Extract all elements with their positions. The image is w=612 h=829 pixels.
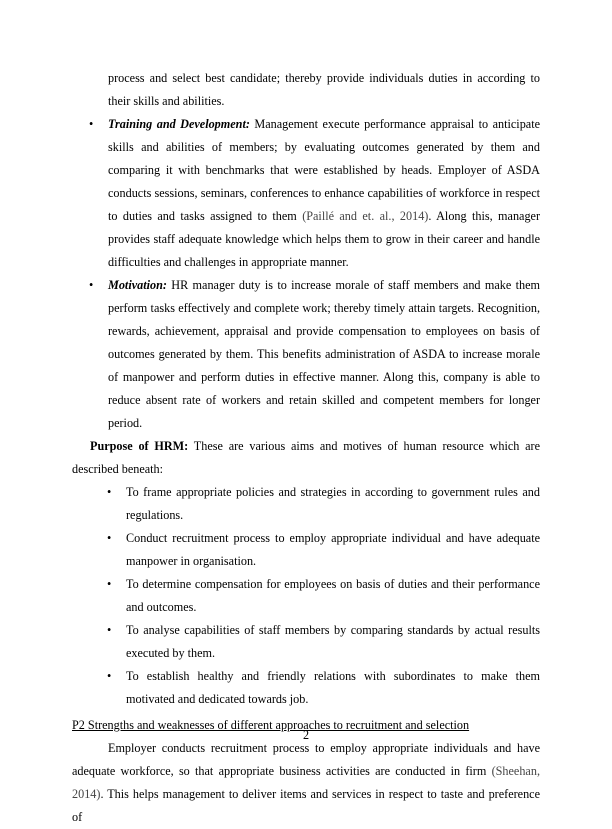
bullet-icon: • [89, 278, 94, 292]
list-item [72, 527, 540, 573]
list-item [72, 619, 540, 665]
list-item [72, 665, 540, 711]
body-text: Employer conducts recruitment process to employ appropriate individuals and have adequate workforce, so that appropriate business activities are conducted in firm [72, 741, 540, 778]
list-item-motivation [72, 274, 540, 435]
purpose-text: These are various aims and motives of human resource which are described beneath: [72, 439, 540, 476]
purpose-paragraph [72, 435, 540, 481]
list-item-training [72, 113, 540, 274]
purpose-label: Purpose of HRM: [90, 439, 189, 453]
body-text-after: . This helps management to deliver items and services in respect to taste and preference of [72, 787, 540, 824]
list-item-text: To establish healthy and friendly relations with subordinates to make them motivated and dedicated towards job. [126, 669, 540, 706]
item-title: Training and Development: [108, 117, 250, 131]
list-item [72, 481, 540, 527]
bullet-icon: • [107, 577, 112, 591]
item-text: HR manager duty is to increase morale of staff members and make them perform tasks effectively and complete work; thereby timely attain targets. Recognition, rewards, achievement, appraisal and provide compensation to employees on basis of outcomes generated by them. This benefits administration of ASDA to increase morale of manpower and perform duties in effective manner. Along this, company is able to reduce absent rate of workers and retain skilled and competent members for longer period. [108, 278, 540, 430]
section-heading: P2 Strengths and weaknesses of different approaches to recruitment and selection [72, 718, 470, 732]
continuation-paragraph: process and select best candidate; thereby provide individuals duties in according to their skills and abilities. [108, 71, 540, 108]
bullet-icon: • [107, 669, 112, 683]
item-text-after: . Along this, manager provides staff adequate knowledge which helps them to grow in their career and handle difficulties and challenges in appropriate manner. [108, 209, 541, 269]
bullet-icon: • [107, 531, 112, 545]
citation: (Paillé and et. al., 2014) [302, 209, 429, 223]
purpose-list [72, 481, 540, 711]
list-item-text: To determine compensation for employees on basis of duties and their performance and outcomes. [126, 577, 540, 614]
page-number: 2 [302, 728, 310, 742]
list-item-text: Conduct recruitment process to employ appropriate individual and have adequate manpower in organisation. [126, 531, 540, 568]
list-item-text: To analyse capabilities of staff members by comparing standards by actual results executed by them. [126, 623, 540, 660]
list-item-text: To frame appropriate policies and strategies in according to government rules and regulations. [126, 485, 540, 522]
hr-functions-list [72, 113, 540, 435]
bullet-icon: • [89, 117, 94, 131]
page-content [72, 67, 540, 829]
bullet-icon: • [107, 623, 112, 637]
bullet-icon: • [107, 485, 112, 499]
item-title: Motivation: [108, 278, 167, 292]
list-item [72, 573, 540, 619]
citation: (Sheehan, 2014) [72, 764, 540, 801]
item-text: Management execute performance appraisal to anticipate skills and abilities of members; by evaluating outcomes generated by them and comparing it with benchmarks that were established by heads. Employer of ASDA conducts sessions, seminars, conferences to enhance capabilities of workforce in respect to duties and tasks assigned to them [108, 117, 540, 223]
body-paragraph [72, 737, 540, 829]
